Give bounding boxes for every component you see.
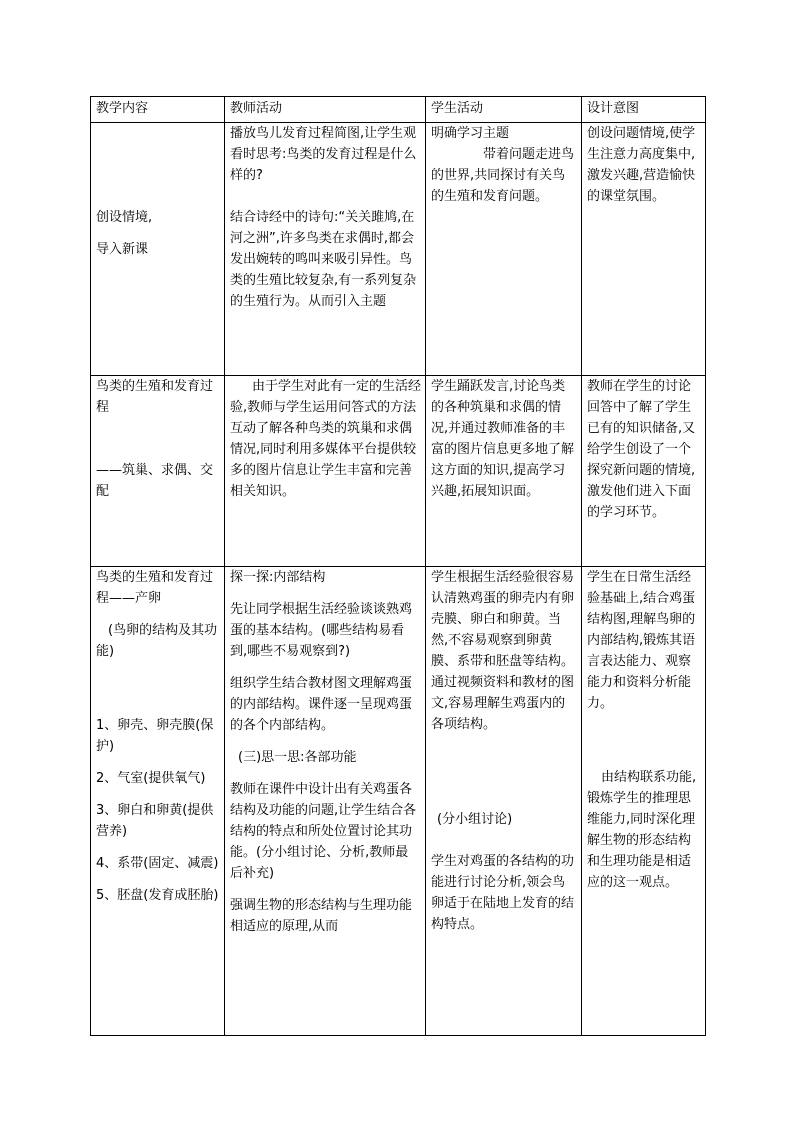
row3-content-title: 鸟类的生殖和发育过程——产卵 <box>96 570 214 606</box>
header-teacher-activity: 教师活动 <box>225 97 426 123</box>
header-content: 教学内容 <box>91 97 225 123</box>
row1-intent-text: 创设问题情境,使学生注意力高度集中,激发兴趣,营造愉快的课堂氛围。 <box>587 126 696 204</box>
table-header-row <box>91 97 706 123</box>
row3-content-subtitle: (鸟卵的结构及其功能) <box>96 623 218 659</box>
row3-content-item5: 5、胚盘(发育成胚胎) <box>96 888 219 903</box>
row2-content-line1: 鸟类的生殖和发育过程 <box>96 379 214 415</box>
row3-teacher-p6: 强调生物的形态结构与生理功能相适应的原理,从而 <box>230 898 413 934</box>
row3-teacher-p4: (三)思一思:各部功能 <box>238 750 357 765</box>
row1-student-cell <box>426 123 582 376</box>
table-row-nesting <box>91 376 706 567</box>
row2-student-cell <box>426 376 582 567</box>
row3-student-cell <box>426 567 582 1036</box>
row3-content-item3: 3、卵白和卵黄(提供营养) <box>96 803 214 839</box>
row3-student-p3: 学生对鸡蛋的各结构的功能进行讨论分析,领会鸟卵适于在陆地上发育的结构特点。 <box>431 854 575 932</box>
row2-teacher-text: 由于学生对此有一定的生活经验,教师与学生运用问答式的方法互动了解各种鸟类的筑巢和求偶情况,同时利用多媒体平台提供较多的图片信息让学生丰富和完善相关知识。 <box>230 379 422 499</box>
row2-teacher-cell <box>225 376 426 567</box>
row2-intent-cell <box>582 376 706 567</box>
row2-content-cell <box>91 376 225 567</box>
row3-content-item2: 2、气室(提供氧气) <box>96 771 206 786</box>
row3-intent-p1: 学生在日常生活经验基础上,结合鸡蛋结构图,理解鸟卵的内部结构,锻炼其语言表达能力、观察能力和资料分析能力。 <box>587 570 696 711</box>
row1-student-p2: 带着问题走进鸟的世界,共同探讨有关鸟的生殖和发育问题。 <box>431 147 575 204</box>
row3-intent-cell <box>582 567 706 1036</box>
lesson-plan-table <box>90 96 706 1036</box>
row3-content-item1: 1、卵壳、卵壳膜(保护) <box>96 718 214 754</box>
row3-teacher-p1: 探一探:内部结构 <box>230 570 326 585</box>
row2-content-line2: ——筑巢、求偶、交配 <box>96 463 214 499</box>
row2-intent-text: 教师在学生的讨论回答中了解了学生已有的知识储备,又给学生创设了一个探究新问题的情境,激发他们进入下面的学习环节。 <box>587 379 696 520</box>
row1-teacher-cell <box>225 123 426 376</box>
row1-student-p1: 明确学习主题 <box>431 126 510 141</box>
header-student-activity: 学生活动 <box>426 97 582 123</box>
row3-content-cell <box>91 567 225 1036</box>
table-row-egg <box>91 567 706 1036</box>
row1-teacher-p1: 播放鸟儿发育过程简图,让学生观看时思考:鸟类的发育过程是什么样的? <box>230 126 417 183</box>
row3-content-item4: 4、系带(固定、减震) <box>96 856 219 871</box>
row1-content-line1: 创设情境, <box>96 210 153 225</box>
row1-teacher-p2: 结合诗经中的诗句:“关关雎鸠,在河之洲”,许多鸟类在求偶时,都会发出婉转的鸣叫来吸引异性。鸟类的生殖比较复杂,有一系列复杂的生殖行为。从而引入主题 <box>230 210 417 309</box>
row2-student-text: 学生踊跃发言,讨论鸟类的各种筑巢和求偶的情况,并通过教师准备的丰富的图片信息更多地了解这方面的知识,提高学习兴趣,拓展知识面。 <box>431 379 575 499</box>
row3-student-p1: 学生根据生活经验很容易认清熟鸡蛋的卵壳内有卵壳膜、卵白和卵黄。当然,不容易观察到卵黄膜、系带和胚盘等结构。通过视频资料和教材的图文,容易理解生鸡蛋内的各项结构。 <box>431 570 575 732</box>
row3-teacher-p3: 组织学生结合教材图文理解鸡蛋的内部结构。课件逐一呈现鸡蛋的各个内部结构。 <box>230 676 413 733</box>
header-design-intent: 设计意图 <box>582 97 706 123</box>
row1-content-line2: 导入新课 <box>96 242 149 257</box>
row3-teacher-cell <box>225 567 426 1036</box>
row1-content-cell <box>91 123 225 376</box>
row3-teacher-p2: 先让同学根据生活经验谈谈熟鸡蛋的基本结构。(哪些结构易看到,哪些不易观察到?) <box>230 602 413 659</box>
row3-teacher-p5: 教师在课件中设计出有关鸡蛋各结构及功能的问题,让学生结合各结构的特点和所处位置讨论其功能。(分小组讨论、分析,教师最后补充) <box>230 782 417 881</box>
table-row-intro <box>91 123 706 376</box>
row3-student-p2: (分小组讨论) <box>437 812 513 827</box>
row1-intent-cell <box>582 123 706 376</box>
row3-intent-p2: 由结构联系功能,锻炼学生的推理思维能力,同时深化理解生物的形态结构和生理功能是相适应的这一观点。 <box>587 770 697 890</box>
